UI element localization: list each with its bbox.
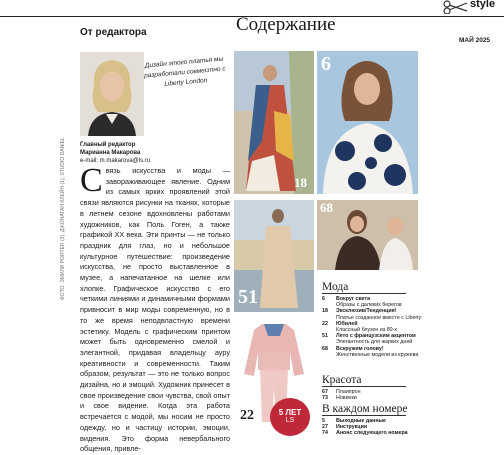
list-item[interactable]: 6 Вокруг света Образы с далеких берегов: [322, 296, 402, 309]
section-title: Мода: [322, 281, 349, 293]
list-item[interactable]: Классный блузон из 80-х: [336, 327, 397, 334]
list-item[interactable]: 18 Эксклюзив/Тенденция! Платье созданное вместе с Liberty: [322, 308, 422, 321]
contents-section-every-issue: [322, 403, 422, 437]
list-item[interactable]: 27 Инструкции: [322, 424, 368, 431]
section-rule: [322, 415, 406, 416]
editor-name: Марианна Макарова: [80, 150, 141, 156]
photo-credit: ФОТО: ЭМИЛИ PORTER (3), ДЖОНАТАН КЛЕЙН (1), STUDIO DANIEL: [60, 137, 66, 300]
editor-section-title: От редактора: [80, 27, 147, 38]
page-number-51: 51: [238, 286, 258, 308]
list-item[interactable]: 67 Плаипрон: [322, 389, 361, 395]
issue-date: МАЙ 2025: [459, 37, 491, 44]
anniversary-badge: [270, 398, 310, 436]
page-number-68: 68: [320, 200, 333, 215]
brand-logo: style: [470, 0, 496, 10]
list-item[interactable]: 74 Анонс следующего номера: [322, 430, 408, 437]
drop-cap: С: [80, 162, 103, 199]
page-number-22: 22: [240, 408, 254, 423]
list-item[interactable]: 22 Юбилей: [322, 320, 358, 327]
photo-patchwork-dress[interactable]: [234, 51, 314, 194]
contents-section-fashion: [322, 281, 422, 358]
section-title: Красота: [322, 374, 362, 386]
section-rule: [322, 293, 406, 294]
section-title: В каждом номере: [322, 403, 408, 415]
editorial-body: вязь искусства и моды — завораживающее явление. Одним из самых ярких проявлений этой связи являются рисунки на тканях, которые в летнем сезоне вдохновлены работами художников, как Поль Гоген, а также графикой XX века. Эти принты — не только праздник для глаз, но и небольшое культурное путешествие: произведение искусства, не просто выставленное в музее, а напечатанное на шелке или хлопке. Графическое искусство с его четкими линиями и динамичными формами привносит в мир моды современную, но в то же время неподвластную времени эстетику. Модель с графическим принтом может быть одновременно смелой и элегантной, придавая владельцу ауру креативности и современности. Таким образом, результат — это не только вопрос дизайна, но и эмоций. Художник принесет в свое произведение свои чувства, свой опыт и свое видение. Когда эта работа встречается с модой, мы носим не просто одежду, но и частицу истории, эмоции, видения. Это форма невербального общения, привле-: [80, 166, 230, 454]
list-item[interactable]: 5 Выходные данные: [322, 418, 387, 424]
badge-line1: 5 ЛЕТ: [278, 408, 302, 417]
contents-title: Содержание: [236, 14, 336, 35]
editor-role: Главный редактор: [80, 142, 136, 148]
section-rule: [322, 386, 406, 387]
handwritten-note: Дизайн этого платья мы разработали совместно с Liberty London: [143, 55, 226, 88]
editor-portrait: [80, 52, 144, 136]
contents-section-beauty: [322, 374, 422, 401]
page-number-18: 18: [294, 175, 307, 190]
page-number-6: 6: [321, 53, 331, 75]
list-item[interactable]: 51 Лето с французским акцентом Элегантность для жарких дней: [322, 333, 416, 346]
editorial-text: [80, 162, 230, 455]
photo-trench-coat[interactable]: [234, 200, 314, 312]
editor-email[interactable]: e-mail: m.makarova@ls.ru: [80, 158, 151, 164]
photo-floral-blouse[interactable]: [317, 51, 418, 194]
photo-lace-models[interactable]: [317, 200, 418, 270]
scissors-icon: [443, 0, 469, 14]
list-item[interactable]: 68 Вскружим голову! Женственные модели из кружева: [322, 345, 419, 358]
list-item[interactable]: 73 Новинки: [322, 395, 357, 402]
badge-line2: LS: [285, 417, 295, 424]
